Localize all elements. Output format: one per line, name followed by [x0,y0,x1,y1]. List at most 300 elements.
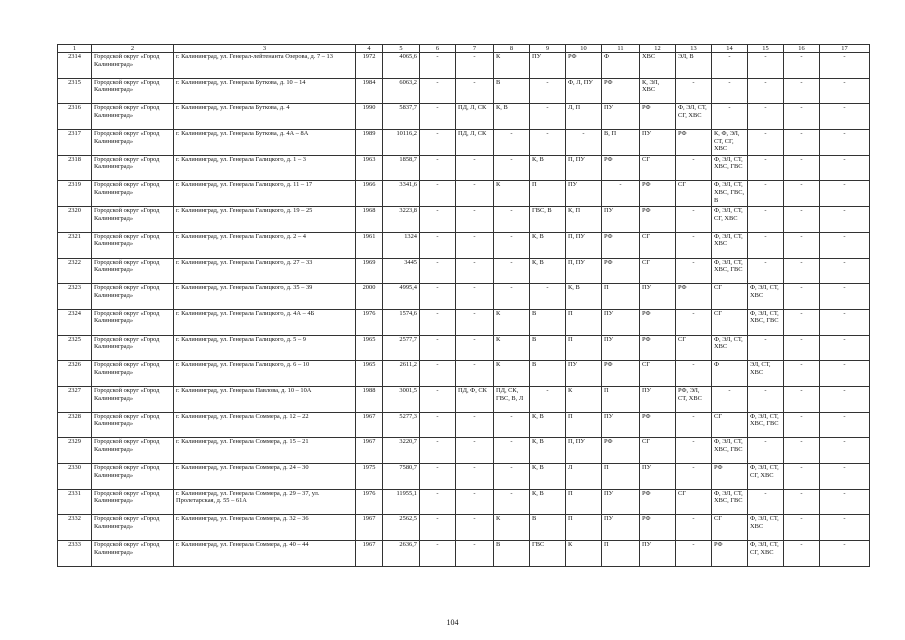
cell-col-11: ПУ [602,309,640,335]
cell-record-number: 2325 [58,335,92,361]
cell-year-built: 1989 [356,130,383,156]
cell-col-13: - [676,412,712,438]
table-row [58,489,870,515]
cell-area: 6063,2 [383,78,420,104]
cell-col-6: - [420,155,456,181]
cell-record-number: 2327 [58,386,92,412]
cell-col-16: - [784,309,820,335]
column-number-header: 2 [92,45,174,53]
cell-col-11: РФ [602,78,640,104]
cell-col-6: - [420,438,456,464]
cell-col-16: - [784,207,820,233]
cell-record-number: 2321 [58,232,92,258]
cell-area: 10116,2 [383,130,420,156]
cell-record-number: 2329 [58,438,92,464]
cell-col-7: - [456,309,494,335]
cell-col-9: К, В [530,464,566,490]
column-number-header: 13 [676,45,712,53]
cell-area: 4065,6 [383,53,420,79]
cell-col-12: РФ [640,489,676,515]
cell-col-16: - [784,130,820,156]
cell-col-17: - [820,541,870,567]
cell-record-number: 2323 [58,284,92,310]
cell-year-built: 1967 [356,515,383,541]
table-row [58,104,870,130]
cell-col-14: Ф, ЭЛ, СТ, ХВС, ГВС [712,258,748,284]
cell-col-8: - [494,207,530,233]
cell-municipality: Городской округ «Город Калининград» [92,309,174,335]
cell-address: г. Калининград, ул. Генерала Соммера, д. 24 – 30 [174,464,356,490]
cell-col-14: СГ [712,412,748,438]
cell-col-13: СГ [676,335,712,361]
cell-area: 5837,7 [383,104,420,130]
cell-col-7: - [456,361,494,387]
table-row [58,258,870,284]
cell-area: 3220,7 [383,438,420,464]
cell-col-16: - [784,232,820,258]
cell-municipality: Городской округ «Город Калининград» [92,386,174,412]
cell-col-15: - [748,181,784,207]
cell-col-9: К, В [530,412,566,438]
cell-col-8: - [494,489,530,515]
cell-col-13: - [676,232,712,258]
cell-col-16: - [784,155,820,181]
cell-col-10: К [566,386,602,412]
cell-record-number: 2324 [58,309,92,335]
cell-col-17: - [820,412,870,438]
column-number-header: 8 [494,45,530,53]
cell-col-6: - [420,207,456,233]
cell-col-12: СГ [640,155,676,181]
cell-col-11: ПУ [602,207,640,233]
column-number-header: 7 [456,45,494,53]
cell-col-8: ПД, СК, ГВС, В, Л [494,386,530,412]
cell-address: г. Калининград, ул. Генерала Буткова, д. 10 – 14 [174,78,356,104]
cell-col-7: - [456,284,494,310]
cell-col-15: - [748,155,784,181]
column-number-header: 11 [602,45,640,53]
cell-col-6: - [420,284,456,310]
cell-col-8: К [494,53,530,79]
cell-col-13: СГ [676,181,712,207]
cell-col-17: - [820,258,870,284]
cell-col-15: - [748,78,784,104]
cell-municipality: Городской округ «Город Калининград» [92,130,174,156]
cell-col-17: - [820,155,870,181]
cell-address: г. Калининград, ул. Генерала Соммера, д. 32 – 36 [174,515,356,541]
cell-address: г. Калининград, ул. Генерала Буткова, д. 4 [174,104,356,130]
cell-col-15: - [748,53,784,79]
cell-col-6: - [420,361,456,387]
cell-col-6: - [420,258,456,284]
cell-col-9: ГВС, В [530,207,566,233]
cell-col-10: П [566,335,602,361]
cell-col-11: - [602,181,640,207]
table-row [58,232,870,258]
cell-col-7: - [456,412,494,438]
cell-col-7: - [456,181,494,207]
cell-municipality: Городской округ «Город Калининград» [92,541,174,567]
cell-address: г. Калининград, ул. Генерала Галицкого, д. 4А – 4Б [174,309,356,335]
column-number-header: 6 [420,45,456,53]
column-number-header: 16 [784,45,820,53]
cell-record-number: 2328 [58,412,92,438]
cell-area: 11955,1 [383,489,420,515]
cell-col-16: - [784,386,820,412]
cell-year-built: 1976 [356,489,383,515]
cell-col-8: К [494,335,530,361]
cell-area: 3001,5 [383,386,420,412]
cell-year-built: 1967 [356,541,383,567]
cell-municipality: Городской округ «Город Калининград» [92,464,174,490]
cell-col-13: ЭЛ, В [676,53,712,79]
cell-col-9: - [530,386,566,412]
table-row [58,284,870,310]
cell-municipality: Городской округ «Город Калининград» [92,515,174,541]
cell-area: 2562,5 [383,515,420,541]
cell-year-built: 1967 [356,412,383,438]
cell-col-9: К, В [530,489,566,515]
cell-col-15: - [748,438,784,464]
cell-col-10: Л, П [566,104,602,130]
cell-col-10: ПУ [566,361,602,387]
cell-address: г. Калининград, ул. Генерала Галицкого, д. 1 – 3 [174,155,356,181]
cell-col-9: В [530,361,566,387]
cell-col-7: - [456,207,494,233]
cell-col-10: П [566,515,602,541]
cell-col-17: - [820,386,870,412]
cell-col-12: РФ [640,309,676,335]
cell-col-13: - [676,309,712,335]
cell-area: 3445 [383,258,420,284]
cell-col-7: ПД, Л, СК [456,130,494,156]
cell-col-6: - [420,181,456,207]
housing-register-table [57,44,870,567]
cell-col-16: - [784,515,820,541]
cell-col-14: - [712,104,748,130]
cell-col-10: П, ПУ [566,232,602,258]
cell-col-17: - [820,232,870,258]
cell-col-11: П [602,541,640,567]
cell-col-8: В [494,541,530,567]
table-row [58,78,870,104]
cell-col-11: РФ [602,258,640,284]
cell-col-8: К, В [494,104,530,130]
cell-area: 2577,7 [383,335,420,361]
cell-record-number: 2318 [58,155,92,181]
table-row [58,361,870,387]
cell-municipality: Городской округ «Город Калининград» [92,489,174,515]
cell-col-13: - [676,541,712,567]
cell-col-16: - [784,489,820,515]
cell-col-12: ПУ [640,284,676,310]
cell-col-16: - [784,181,820,207]
cell-area: 3223,8 [383,207,420,233]
cell-col-15: - [748,207,784,233]
cell-col-8: В [494,78,530,104]
cell-record-number: 2330 [58,464,92,490]
table-row [58,309,870,335]
cell-col-8: - [494,258,530,284]
cell-col-16: - [784,412,820,438]
cell-year-built: 2000 [356,284,383,310]
cell-col-11: ПУ [602,412,640,438]
table-row [58,412,870,438]
table-row [58,515,870,541]
table-row [58,386,870,412]
cell-col-11: РФ [602,155,640,181]
cell-col-17: - [820,78,870,104]
cell-col-15: - [748,130,784,156]
cell-col-17: - [820,464,870,490]
cell-col-16: - [784,438,820,464]
cell-col-14: РФ [712,541,748,567]
cell-address: г. Калининград, ул. Генерала Соммера, д. 12 – 22 [174,412,356,438]
cell-col-10: К, В [566,284,602,310]
cell-record-number: 2314 [58,53,92,79]
column-number-header: 14 [712,45,748,53]
cell-col-12: РФ [640,335,676,361]
cell-year-built: 1972 [356,53,383,79]
cell-col-13: Ф, ЭЛ, СТ, СГ, ХВС [676,104,712,130]
cell-col-12: РФ [640,412,676,438]
cell-col-15: Ф, ЭЛ, СТ, ХВС, ГВС [748,309,784,335]
cell-col-10: П, ПУ [566,438,602,464]
cell-col-7: ПД, Ф, СК [456,386,494,412]
cell-address: г. Калининград, ул. Генерала Соммера, д. 29 – 37, ул. Пролетарская, д. 55 – 61А [174,489,356,515]
cell-col-12: РФ [640,104,676,130]
cell-year-built: 1965 [356,335,383,361]
cell-col-10: П, ПУ [566,155,602,181]
cell-col-12: ПУ [640,541,676,567]
cell-col-6: - [420,53,456,79]
cell-col-6: - [420,78,456,104]
cell-col-15: - [748,232,784,258]
cell-address: г. Калининград, ул. Генерала Галицкого, д. 35 – 39 [174,284,356,310]
cell-col-15: - [748,335,784,361]
cell-area: 3341,6 [383,181,420,207]
column-number-header: 10 [566,45,602,53]
cell-col-7: - [456,232,494,258]
cell-col-8: - [494,438,530,464]
cell-col-9: К, В [530,155,566,181]
column-number-header: 1 [58,45,92,53]
cell-col-14: РФ [712,464,748,490]
cell-municipality: Городской округ «Город Калининград» [92,53,174,79]
cell-record-number: 2319 [58,181,92,207]
table-row [58,155,870,181]
cell-col-7: - [456,464,494,490]
cell-col-8: - [494,155,530,181]
cell-col-9: К, В [530,258,566,284]
cell-year-built: 1965 [356,361,383,387]
cell-col-15: - [748,258,784,284]
cell-col-10: РФ [566,53,602,79]
cell-municipality: Городской округ «Город Калининград» [92,361,174,387]
cell-col-8: К [494,361,530,387]
cell-col-15: Ф, ЭЛ, СТ, ХВС, ГВС [748,412,784,438]
cell-col-15: Ф, ЭЛ, СТ, ХВС [748,284,784,310]
cell-col-13: - [676,155,712,181]
cell-year-built: 1990 [356,104,383,130]
cell-col-16: - [784,104,820,130]
cell-address: г. Калининград, ул. Генерала Галицкого, д. 6 – 10 [174,361,356,387]
cell-col-10: К [566,541,602,567]
cell-col-14: СГ [712,515,748,541]
cell-col-13: - [676,515,712,541]
cell-col-14: Ф, ЭЛ, СТ, ХВС, ГВС, В [712,181,748,207]
cell-area: 2611,2 [383,361,420,387]
cell-col-12: ПУ [640,386,676,412]
cell-col-11: ПУ [602,489,640,515]
cell-col-9: В [530,309,566,335]
cell-col-10: Ф, Л, ПУ [566,78,602,104]
cell-col-14: СГ [712,309,748,335]
cell-col-17: - [820,361,870,387]
cell-col-6: - [420,489,456,515]
cell-col-12: РФ [640,207,676,233]
cell-col-14: Ф, ЭЛ, СТ, ХВС, ГВС [712,489,748,515]
cell-col-12: СГ [640,232,676,258]
cell-col-13: - [676,207,712,233]
cell-col-6: - [420,104,456,130]
cell-col-9: - [530,78,566,104]
document-sheet [57,44,869,567]
cell-record-number: 2332 [58,515,92,541]
cell-municipality: Городской округ «Город Калининград» [92,284,174,310]
cell-col-8: - [494,232,530,258]
cell-col-10: П, ПУ [566,258,602,284]
cell-col-17: - [820,438,870,464]
cell-col-16: - [784,541,820,567]
cell-year-built: 1967 [356,438,383,464]
column-number-header: 12 [640,45,676,53]
cell-col-12: СГ [640,438,676,464]
cell-year-built: 1966 [356,181,383,207]
cell-col-10: ПУ [566,181,602,207]
table-row [58,438,870,464]
cell-address: г. Калининград, ул. Генерала Соммера, д. 15 – 21 [174,438,356,464]
cell-municipality: Городской округ «Город Калининград» [92,438,174,464]
table-row [58,181,870,207]
cell-municipality: Городской округ «Город Калининград» [92,181,174,207]
cell-col-7: - [456,489,494,515]
cell-address: г. Калининград, ул. Генерала Павлова, д. 10 – 10А [174,386,356,412]
cell-col-8: - [494,284,530,310]
cell-col-9: - [530,130,566,156]
cell-area: 5277,3 [383,412,420,438]
cell-col-16: - [784,78,820,104]
cell-col-9: В [530,335,566,361]
cell-area: 1574,6 [383,309,420,335]
cell-col-15: - [748,104,784,130]
cell-col-17: - [820,284,870,310]
cell-municipality: Городской округ «Город Калининград» [92,232,174,258]
table-row [58,207,870,233]
cell-col-8: - [494,464,530,490]
cell-record-number: 2316 [58,104,92,130]
table-row [58,464,870,490]
column-number-header: 15 [748,45,784,53]
cell-address: г. Калининград, ул. Генерал-лейтенанта Озерова, д. 7 – 13 [174,53,356,79]
cell-address: г. Калининград, ул. Генерала Буткова, д. 4А – 8А [174,130,356,156]
cell-col-13: РФ [676,130,712,156]
cell-col-17: - [820,53,870,79]
cell-col-6: - [420,464,456,490]
cell-col-16: - [784,464,820,490]
cell-col-11: РФ [602,438,640,464]
table-body [58,53,870,567]
cell-col-14: Ф, ЭЛ, СТ, ХВС [712,335,748,361]
cell-col-13: - [676,361,712,387]
cell-area: 1324 [383,232,420,258]
cell-col-10: П [566,412,602,438]
cell-municipality: Городской округ «Город Калининград» [92,155,174,181]
cell-col-17: - [820,181,870,207]
cell-col-17: - [820,515,870,541]
cell-col-7: - [456,78,494,104]
cell-municipality: Городской округ «Город Калининград» [92,78,174,104]
cell-address: г. Калининград, ул. Генерала Галицкого, д. 19 – 25 [174,207,356,233]
cell-col-6: - [420,386,456,412]
cell-col-16: - [784,361,820,387]
column-number-header-row [58,45,870,53]
cell-col-6: - [420,335,456,361]
cell-col-16: - [784,335,820,361]
cell-col-8: К [494,181,530,207]
cell-col-10: Л [566,464,602,490]
cell-col-11: РФ [602,361,640,387]
cell-year-built: 1963 [356,155,383,181]
cell-col-15: Ф, ЭЛ, СТ, СГ, ХВС [748,464,784,490]
cell-record-number: 2317 [58,130,92,156]
cell-col-17: - [820,130,870,156]
cell-record-number: 2333 [58,541,92,567]
cell-col-14: - [712,53,748,79]
cell-col-8: - [494,130,530,156]
cell-municipality: Городской округ «Город Калининград» [92,258,174,284]
cell-col-7: - [456,438,494,464]
cell-col-14: Ф, ЭЛ, СТ, ХВС, ГВС [712,155,748,181]
cell-col-16: - [784,258,820,284]
page-number: 104 [446,618,459,627]
cell-col-7: - [456,155,494,181]
cell-col-8: К [494,309,530,335]
cell-col-11: В, П [602,130,640,156]
cell-col-13: СГ [676,489,712,515]
cell-col-9: - [530,104,566,130]
column-number-header: 3 [174,45,356,53]
cell-col-10: П [566,309,602,335]
cell-col-11: ПУ [602,335,640,361]
table-row [58,53,870,79]
cell-address: г. Калининград, ул. Генерала Галицкого, д. 27 – 33 [174,258,356,284]
cell-year-built: 1984 [356,78,383,104]
cell-col-7: - [456,258,494,284]
cell-col-11: ПУ [602,515,640,541]
cell-col-17: - [820,104,870,130]
cell-col-15: - [748,386,784,412]
column-number-header: 5 [383,45,420,53]
cell-year-built: 1968 [356,207,383,233]
cell-year-built: 1961 [356,232,383,258]
cell-col-11: П [602,464,640,490]
cell-col-14: СГ [712,284,748,310]
cell-col-7: - [456,335,494,361]
cell-municipality: Городской округ «Город Калининград» [92,335,174,361]
cell-col-7: - [456,515,494,541]
cell-col-7: ПД, Л, СК [456,104,494,130]
